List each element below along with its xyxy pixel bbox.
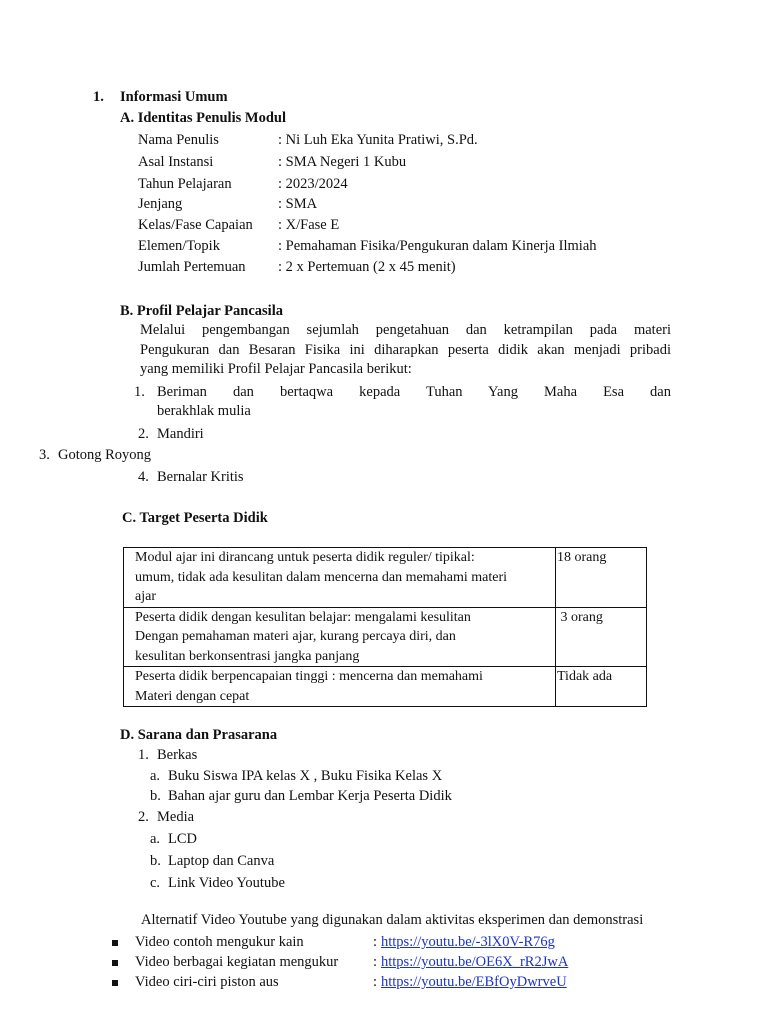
bullet-icon	[112, 980, 118, 986]
list-number: 1.	[134, 384, 145, 400]
subsection-d-title: D. Sarana dan Prasarana	[120, 727, 278, 743]
list-item: Beriman dan bertaqwa kepada Tuhan Yang Maha Esa dan	[157, 384, 671, 400]
identity-label: Tahun Pelajaran	[138, 176, 232, 192]
paragraph-line: Pengukuran dan Besaran Fisika ini diharapkan peserta didik akan menjadi pribadi	[140, 342, 671, 358]
list-item: Berkas	[157, 747, 198, 763]
cell-line: kesulitan berkonsentrasi jangka panjang	[135, 648, 360, 664]
identity-label: Asal Instansi	[138, 154, 214, 170]
identity-value: : Ni Luh Eka Yunita Pratiwi, S.Pd.	[278, 132, 478, 148]
video-link[interactable]: https://youtu.be/OE6X_rR2JwA	[381, 954, 569, 970]
identity-label: Kelas/Fase Capaian	[138, 217, 253, 233]
identity-label: Elemen/Topik	[138, 238, 220, 254]
list-number: 2.	[138, 809, 149, 825]
list-number: 4.	[138, 469, 149, 485]
paragraph-line: yang memiliki Profil Pelajar Pancasila berikut:	[140, 361, 412, 377]
identity-label: Nama Penulis	[138, 132, 219, 148]
list-number: 1.	[138, 747, 149, 763]
identity-value: : SMA	[278, 196, 318, 212]
table-cell-description	[124, 667, 556, 707]
cell-line: Materi dengan cepat	[135, 688, 250, 704]
cell-line: Dengan pemahaman materi ajar, kurang percaya diri, dan	[135, 629, 456, 644]
subsection-a-title: A. Identitas Penulis Modul	[120, 110, 286, 126]
cell-line: Modul ajar ini dirancang untuk peserta didik reguler/ tipikal:	[135, 550, 475, 565]
list-letter: a.	[150, 768, 161, 784]
identity-label: Jumlah Pertemuan	[138, 259, 246, 275]
list-item: berakhlak mulia	[157, 403, 251, 419]
list-number: 3.	[39, 447, 50, 463]
list-item: Mandiri	[157, 426, 204, 442]
section-number: 1.	[93, 89, 104, 105]
cell-line: Peserta didik dengan kesulitan belajar: mengalami kesulitan	[135, 609, 471, 625]
paragraph-line: Melalui pengembangan sejumlah pengetahuan dan ketrampilan pada materi	[140, 322, 671, 338]
list-letter: b.	[150, 853, 161, 869]
table-row	[124, 548, 647, 608]
list-item: Bahan ajar guru dan Lembar Kerja Peserta Didik	[168, 788, 452, 804]
table-cell-count: 3 orang	[556, 607, 647, 667]
identity-label: Jenjang	[138, 196, 183, 212]
video-separator: :	[373, 974, 378, 990]
list-item: Media	[157, 809, 195, 825]
table-row	[124, 667, 647, 707]
video-label: Video berbagai kegiatan mengukur	[135, 954, 339, 970]
list-item: Link Video Youtube	[168, 875, 285, 891]
subsection-b-title: B. Profil Pelajar Pancasila	[120, 303, 283, 319]
video-separator: :	[373, 954, 378, 970]
section-title: Informasi Umum	[120, 89, 228, 105]
list-item: Gotong Royong	[58, 447, 152, 463]
identity-value: : 2 x Pertemuan (2 x 45 menit)	[278, 259, 456, 275]
list-letter: c.	[150, 875, 161, 891]
list-letter: a.	[150, 831, 161, 847]
list-item: Bernalar Kritis	[157, 469, 244, 485]
video-label: Video ciri-ciri piston aus	[135, 974, 279, 990]
cell-line: Peserta didik berpencapaian tinggi : mencerna dan memahami	[135, 669, 483, 684]
video-separator: :	[373, 934, 378, 950]
list-item: Buku Siswa IPA kelas X , Buku Fisika Kelas X	[168, 768, 443, 784]
target-students-table	[123, 547, 647, 707]
cell-line: ajar	[135, 589, 156, 604]
table-row	[124, 607, 647, 667]
video-link[interactable]: https://youtu.be/-3lX0V-R76g	[381, 934, 555, 950]
table-cell-description	[124, 607, 556, 667]
subsection-c-title: C. Target Peserta Didik	[122, 510, 268, 526]
list-number: 2.	[138, 426, 149, 442]
list-letter: b.	[150, 788, 161, 804]
identity-value: : Pemahaman Fisika/Pengukuran dalam Kinerja Ilmiah	[278, 238, 597, 254]
video-link[interactable]: https://youtu.be/EBfOyDwrveU	[381, 974, 567, 990]
identity-value: : SMA Negeri 1 Kubu	[278, 154, 407, 170]
list-item: LCD	[168, 831, 197, 847]
table-cell-description	[124, 548, 556, 608]
table-cell-count: Tidak ada	[556, 667, 647, 707]
cell-line: umum, tidak ada kesulitan dalam mencerna dan memahami materi	[135, 569, 508, 585]
video-label: Video contoh mengukur kain	[135, 934, 304, 950]
table-cell-count: 18 orang	[556, 548, 647, 608]
identity-value: : X/Fase E	[278, 217, 340, 233]
list-item: Laptop dan Canva	[168, 853, 275, 869]
bullet-icon	[112, 940, 118, 946]
bullet-icon	[112, 960, 118, 966]
video-intro: Alternatif Video Youtube yang digunakan dalam aktivitas eksperimen dan demonstrasi	[141, 912, 644, 928]
identity-value: : 2023/2024	[278, 176, 348, 192]
